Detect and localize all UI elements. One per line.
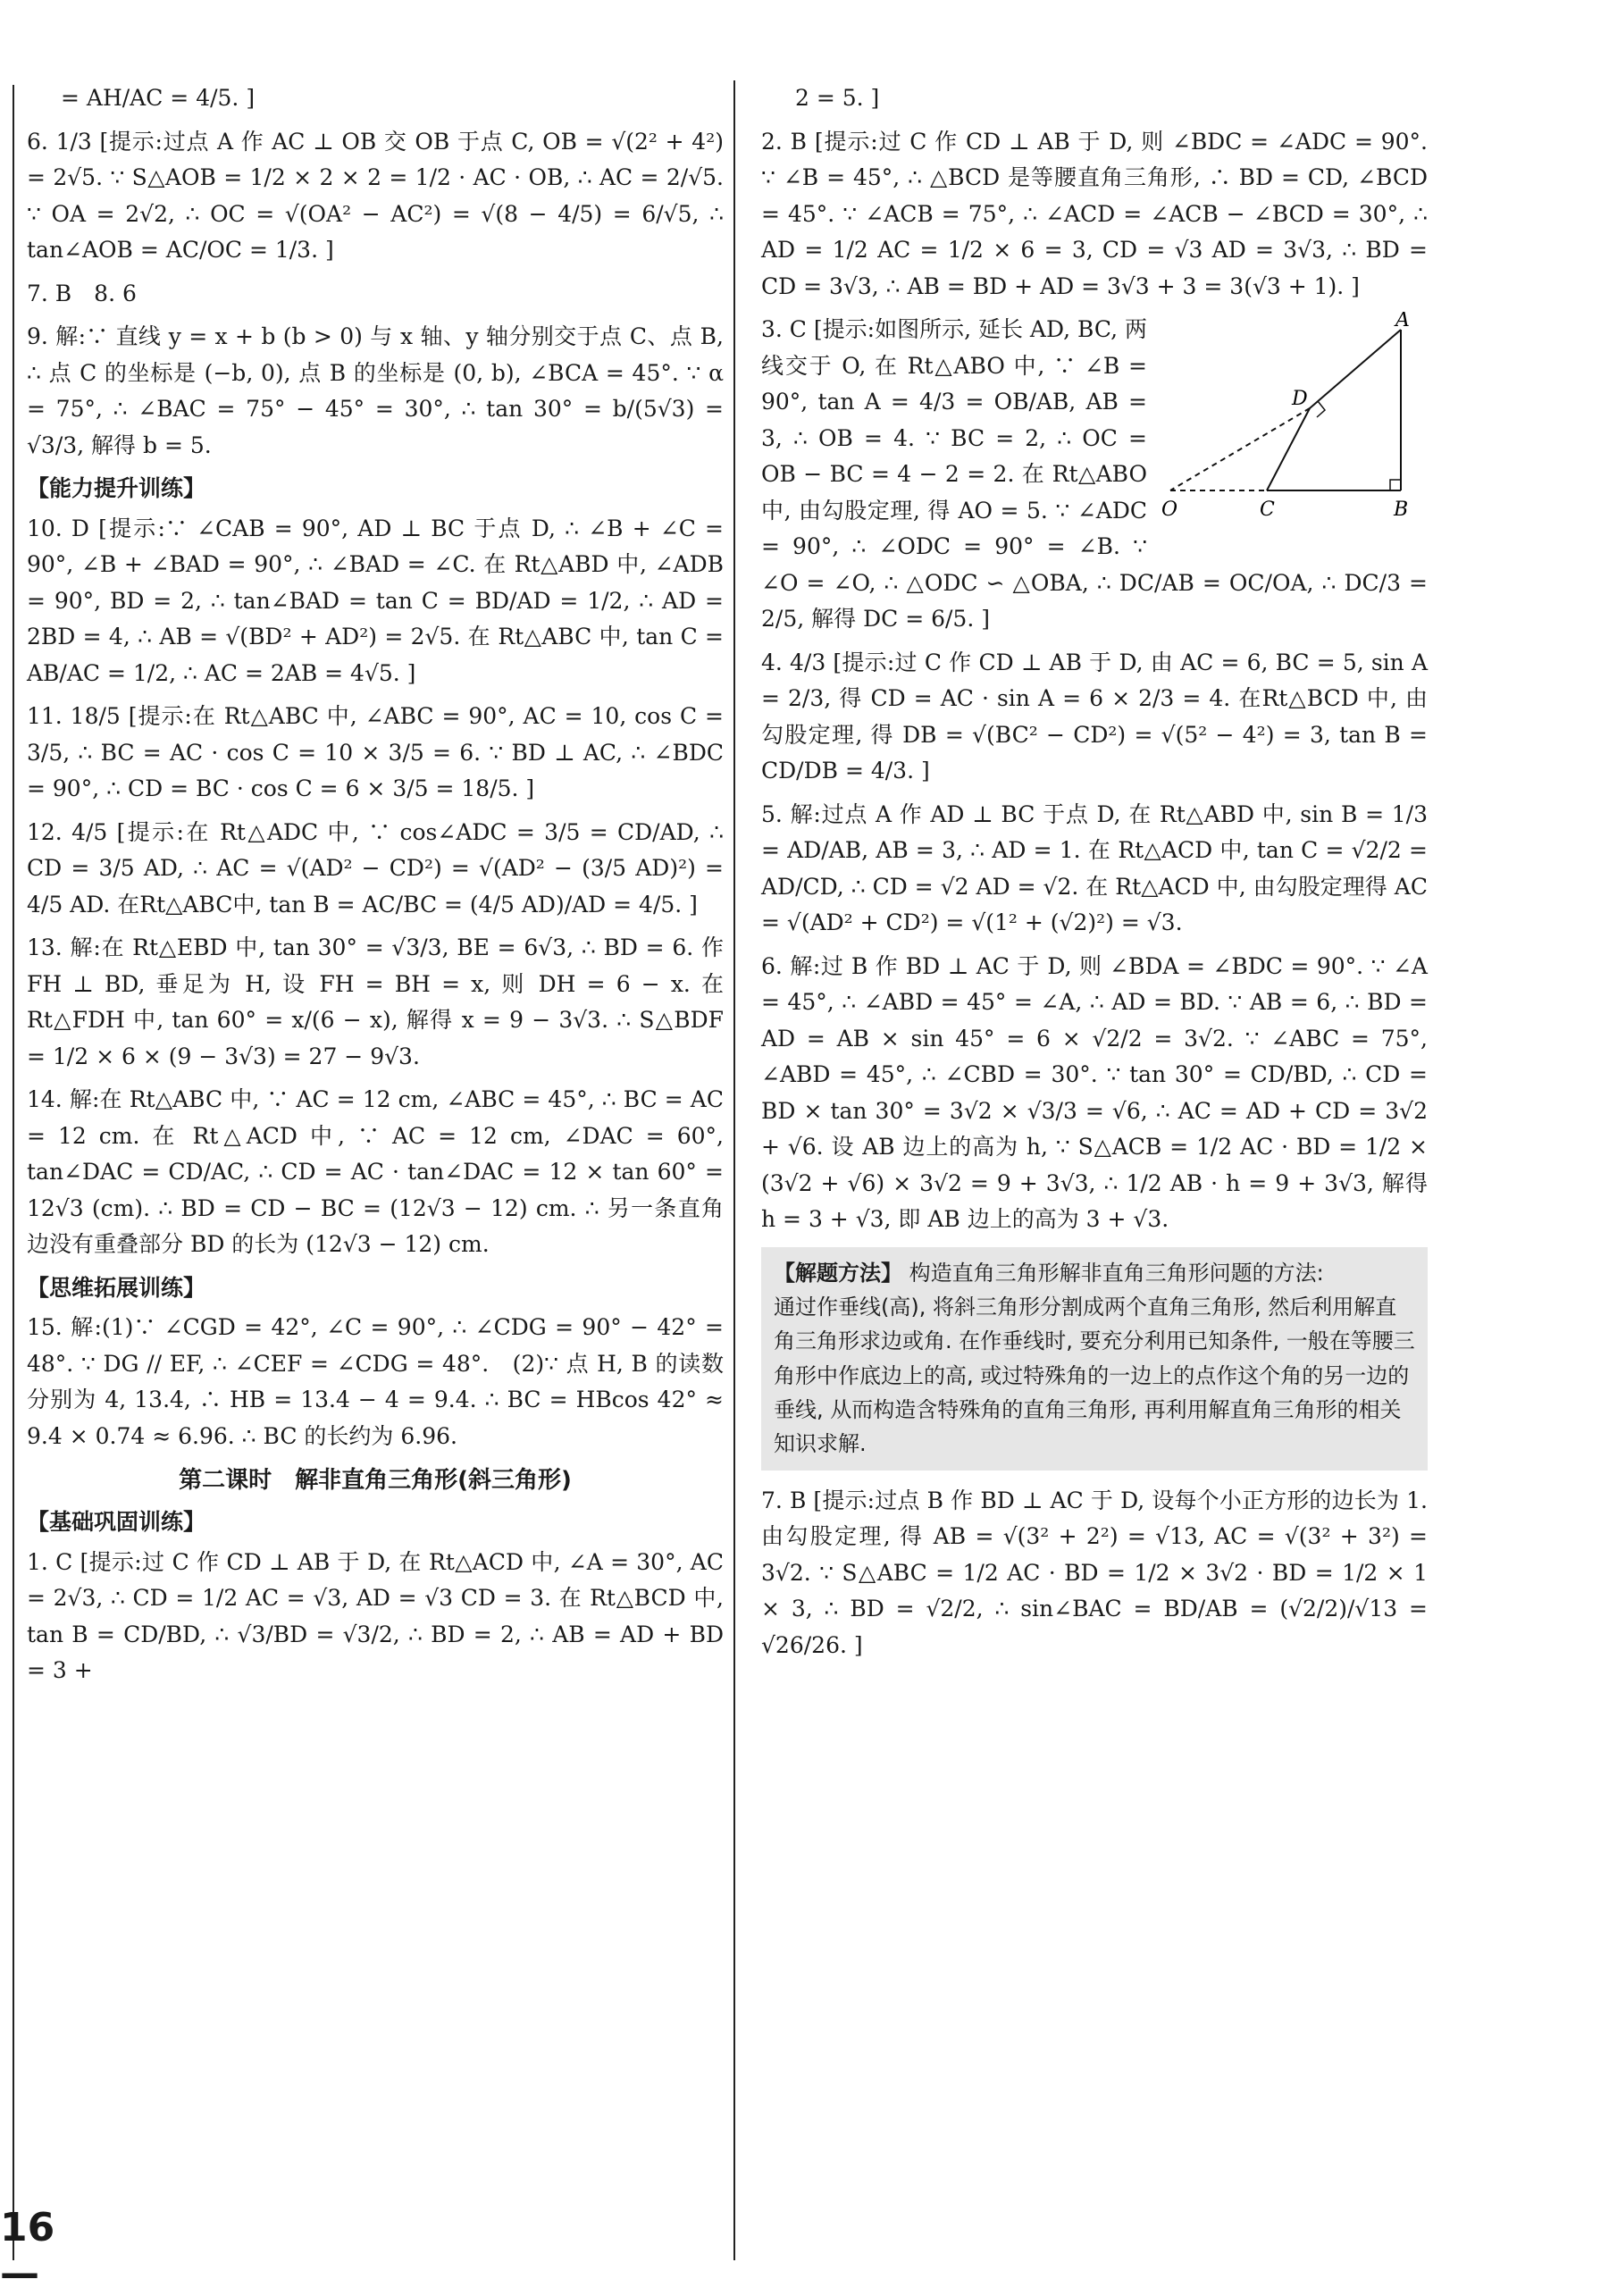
answer-item: 3. C [提示:如图所示, 延长 AD, BC, 两线交于 O, 在 Rt△ABO 中, ∵ ∠B = 90°, tan A = 4/3 = OB/AB, AB = 3, ∴ OB = 4. ∵ BC = 2, ∴ OC = OB − BC = 4 − 2 = 2. 在 Rt△ABO 中, 由勾股定理, 得 AO = 5. ∵ ∠ADC = 90°, ∴ ∠ODC = 90° = ∠B. ∵ ∠O = ∠O, ∴ △ODC ∽ △OBA, ∴ DC/AB = OC/OA, ∴ DC/3 = 2/5, 解得 DC = 6/5. ] — [761, 316, 1428, 632]
margin-line — [13, 85, 14, 2260]
answer-item: 6. 解:过 B 作 BD ⊥ AC 于 D, 则 ∠BDA = ∠BDC = 90°. ∵ ∠A = 45°, ∴ ∠ABD = 45° = ∠A, ∴ AD = BD. ∵ AB = 6, ∴ BD = AD = AB × sin 45° = 6 × √2/2 = 3√2. ∵ ∠ABC = 75°, ∠ABD = 45°, ∴ ∠CBD = 30°. ∵ tan 30° = CD/BD, ∴ CD = BD × tan 30° = 3√2 × √3/3 = √6, ∴ AC = AD + CD = 3√2 + √6. 设 AB 边上的高为 h, ∵ S△ACB = 1/2 AC · BD = 1/2 × (3√2 + √6) × 3√2 = 9 + 3√3, ∴ 1/2 AB · h = 9 + 3√3, 解得 h = 3 + √3, 即 AB 边上的高为 3 + √3. — [761, 952, 1428, 1232]
method-title: 【解题方法】 — [774, 1260, 902, 1286]
answer-item: 10. D [提示:∵ ∠CAB = 90°, AD ⊥ BC 于点 D, ∴ ∠B + ∠C = 90°, ∠B + ∠BAD = 90°, ∴ ∠BAD = ∠C. 在 Rt△ABD 中, ∠ADB = 90°, BD = 2, ∴ tan∠BAD = tan C = BD/AD = 1/2, ∴ AD = 2BD = 4, ∴ AB = √(BD² + AD²) = 2√5. 在 Rt△ABC 中, tan C = AB/AC = 1/2, ∴ AC = 2AB = 4√5. ] — [27, 515, 724, 686]
method-box — [761, 1247, 1428, 1471]
label-o: O — [1161, 499, 1178, 521]
label-a: A — [1395, 312, 1410, 331]
section-heading: 【能力提升训练】 — [27, 475, 206, 501]
answer-item: 13. 解:在 Rt△EBD 中, tan 30° = √3/3, BE = 6√3, ∴ BD = 6. 作 FH ⊥ BD, 垂足为 H, 设 FH = BH = x, 则 DH = 6 − x. 在 Rt△FDH 中, tan 60° = x/(6 − x), 解得 x = 9 − 3√3. ∴ S△BDF = 1/2 × 6 × (9 − 3√3) = 27 − 9√3. — [27, 934, 724, 1069]
method-text: 构造直角三角形解非直角三角形问题的方法: 通过作垂线(高), 将斜三角形分割成两个直角三角形, 然后利用解直角三角形求边或角. 在作垂线时, 要充分利用已知条件, 一般在等腰三角形中作底边上的高, 或过特殊角的一边上的点作这个角的另一边的垂线, 从而构造含特殊角的直角三角形, 再利用解直角三角形的相关知识求解. — [774, 1260, 1415, 1457]
answer-item: 12. 4/5 [提示:在 Rt△ADC 中, ∵ cos∠ADC = 3/5 = CD/AD, ∴ CD = 3/5 AD, ∴ AC = √(AD² − CD²) = √(AD² − (3/5 AD)²) = 4/5 AD. 在Rt△ABC中, tan B = AC/BC = (4/5 AD)/AD = 4/5. ] — [27, 818, 724, 918]
left-column — [27, 80, 724, 1697]
segment-ad — [1310, 330, 1401, 408]
right-angle-d — [1317, 401, 1325, 417]
answer-item: 11. 18/5 [提示:在 Rt△ABC 中, ∠ABC = 90°, AC = 10, cos C = 3/5, ∴ BC = AC · cos C = 10 × 3/5 = 6. ∵ BD ⊥ AC, ∴ ∠BDC = 90°, ∴ CD = BC · cos C = 6 × 3/5 = 18/5. ] — [27, 703, 724, 801]
answer-item: 15. 解:(1)∵ ∠CGD = 42°, ∠C = 90°, ∴ ∠CDG = 90° − 42° = 48°. ∵ DG // EF, ∴ ∠CEF = ∠CDG = 48°. (2)∵ 点 H, B 的读数分别为 4, 13.4, ∴ HB = 13.4 − 4 = 9.4. ∴ BC = HBcos 42° ≈ 9.4 × 0.74 ≈ 6.96. ∴ BC 的长约为 6.96. — [27, 1314, 724, 1449]
right-angle-b — [1390, 480, 1401, 490]
label-b: B — [1394, 499, 1409, 521]
page-number: 16 — — [0, 2205, 55, 2296]
triangle-diagram — [1160, 312, 1428, 535]
label-d: D — [1292, 388, 1308, 410]
answer-item: 5. 解:过点 A 作 AD ⊥ BC 于点 D, 在 Rt△ABD 中, sin B = 1/3 = AD/AB, AB = 3, ∴ AD = 1. 在 Rt△ACD 中, tan C = √2/2 = AD/CD, ∴ CD = √2 AD = √2. 在 Rt△ACD 中, 由勾股定理得 AC = √(AD² + CD²) = √(1² + (√2)²) = √3. — [761, 800, 1428, 935]
label-c: C — [1260, 499, 1275, 521]
answer-item: 7. B 8. 6 — [27, 280, 137, 306]
right-column — [761, 80, 1428, 1671]
section-heading: 【基础巩固训练】 — [27, 1509, 206, 1536]
answer-item: 1. C [提示:过 C 作 CD ⊥ AB 于 D, 在 Rt△ACD 中, ∠A = 30°, AC = 2√3, ∴ CD = 1/2 AC = √3, AD = √3 CD = 3. 在 Rt△BCD 中, tan B = CD/BD, ∴ √3/BD = √3/2, ∴ BD = 2, ∴ AB = AD + BD = 3 + — [27, 1548, 724, 1684]
answer-item: 14. 解:在 Rt△ABC 中, ∵ AC = 12 cm, ∠ABC = 45°, ∴ BC = AC = 12 cm. 在 Rt△ACD 中, ∵ AC = 12 cm, ∠DAC = 60°, tan∠DAC = CD/AC, ∴ CD = AC · tan∠DAC = 12 × tan 60° = 12√3 (cm). ∴ BD = CD − BC = (12√3 − 12) cm. ∴ 另一条直角边没有重叠部分 BD 的长为 (12√3 − 12) cm. — [27, 1086, 724, 1257]
triangle-figure — [1160, 312, 1428, 535]
answer-item: 2 = 5. ] — [795, 85, 880, 111]
answer-item: 9. 解:∵ 直线 y = x + b (b > 0) 与 x 轴、y 轴分别交于点 C、点 B, ∴ 点 C 的坐标是 (−b, 0), 点 B 的坐标是 (0, b), ∠BCA = 45°. ∵ α = 75°, ∴ ∠BAC = 75° − 45° = 30°, ∴ tan 30° = b/(5√3) = √3/3, 解得 b = 5. — [27, 323, 724, 458]
answer-item: 2. B [提示:过 C 作 CD ⊥ AB 于 D, 则 ∠BDC = ∠ADC = 90°. ∵ ∠B = 45°, ∴ △BCD 是等腰直角三角形, ∴ BD = CD, ∠BCD = 45°. ∵ ∠ACB = 75°, ∴ ∠ACD = ∠ACB − ∠BCD = 30°, ∴ AD = 1/2 AC = 1/2 × 6 = 3, CD = √3 AD = 3√3, ∴ BD = CD = 3√3, ∴ AB = BD + AD = 3√3 + 3 = 3(√3 + 1). ] — [761, 128, 1428, 299]
answer-item: = AH/AC = 4/5. ] — [61, 85, 256, 111]
answer-item: 6. 1/3 [提示:过点 A 作 AC ⊥ OB 交 OB 于点 C, OB = √(2² + 4²) = 2√5. ∵ S△AOB = 1/2 × 2 × 2 = 1/2 · AC · OB, ∴ AC = 2/√5. ∵ OA = 2√2, ∴ OC = √(OA² − AC²) = √(8 − 4/5) = 6/√5, ∴ tan∠AOB = AC/OC = 1/3. ] — [27, 128, 724, 263]
answer-item: 7. B [提示:过点 B 作 BD ⊥ AC 于 D, 设每个小正方形的边长为 1. 由勾股定理, 得 AB = √(3² + 2²) = √13, AC = √(3² + 3²) = 3√2. ∵ S△ABC = 1/2 AC · BD = 1/2 × 3√2 · BD = 1/2 × 1 × 3, ∴ BD = √2/2, ∴ sin∠BAC = BD/AB = (√2/2)/√13 = √26/26. ] — [761, 1487, 1428, 1658]
column-divider — [733, 80, 735, 2260]
lesson-title: 第二课时 解非直角三角形(斜三角形) — [179, 1467, 572, 1494]
section-heading: 【思维拓展训练】 — [27, 1274, 206, 1301]
answer-item: 4. 4/3 [提示:过 C 作 CD ⊥ AB 于 D, 由 AC = 6, BC = 5, sin A = 2/3, 得 CD = AC · sin A = 6 × 2/3 = 4. 在Rt△BCD 中, 由勾股定理, 得 DB = √(BC² − CD²) = √(5² − 4²) = 3, tan B = CD/DB = 4/3. ] — [761, 649, 1428, 783]
